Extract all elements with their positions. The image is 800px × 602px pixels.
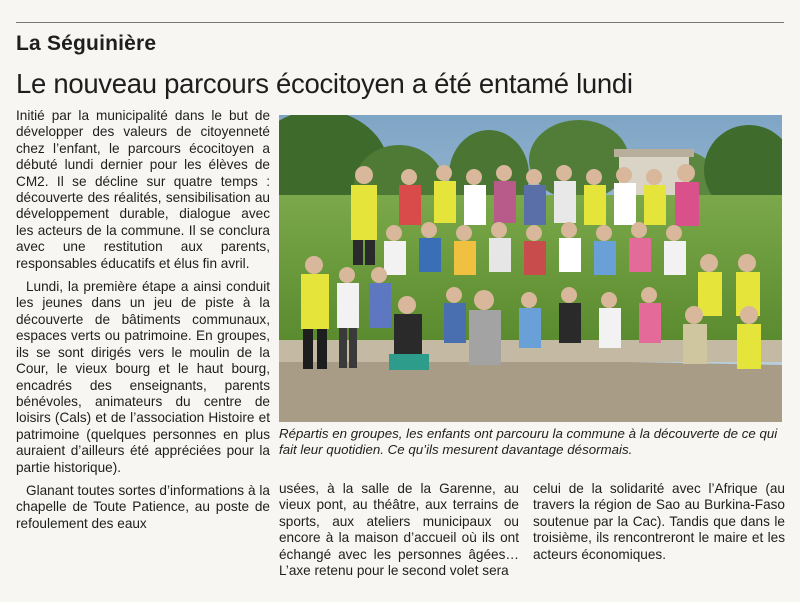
photo-illustration [279, 115, 782, 422]
section-title: La Séguinière [16, 32, 157, 55]
article-column-2 [279, 481, 519, 586]
headline: Le nouveau parcours écocitoyen a été entamé lundi [16, 68, 633, 99]
top-rule [16, 22, 784, 23]
paragraph-5: celui de la solidarité avec l’Afrique (au travers la région de Sao au Burkina-Faso soutenue par la Cac). Tandis que dans le troisième, ils rencontreront le maire et les acteurs économiques. [533, 481, 785, 562]
article-column-1 [16, 108, 270, 539]
article-column-3 [533, 481, 785, 570]
group-photo [279, 115, 782, 422]
paragraph-3: Glanant toutes sortes d’informations à la chapelle de Toute Patience, au poste de refoulement des eaux [16, 482, 270, 531]
paragraph-1: Initié par la municipalité dans le but de développer des valeurs de citoyenneté chez l’enfant, le parcours écocitoyen a débuté lundi dernier pour les élèves de CM2. Il se décline sur quatre temps : découverte des réalités, sensibilisation au développement durable, dialogue avec les acteurs de la commune. Il se conclura avec une restitution aux parents, responsables éducatifs et élus fin avril. [16, 108, 270, 271]
paragraph-4: usées, à la salle de la Garenne, au vieux pont, au théâtre, aux terrains de sports, aux ateliers municipaux ou encore à la maison d’accueil où ils ont échangé avec les personnes âgées… L’axe retenu pour le second volet sera [279, 481, 519, 579]
paragraph-2: Lundi, la première étape a ainsi conduit les jeunes dans un jeu de piste à la découverte de bâtiments communaux, espaces verts ou patrimoine. En groupes, ils se sont dirigés vers le moulin de la Cour, le vieux bourg et le haut bourg, encadrés des enseignants, parents bénévoles, animateurs du centre de loisirs (Cals) et de l’association Histoire et patrimoine (quelques personnes en plus auraient d’ailleurs été appréciées pour la partie historique). [16, 279, 270, 475]
photo-caption: Répartis en groupes, les enfants ont parcouru la commune à la découverte de ce qui fait leur quotidien. Ce qu’ils mesurent davantage désormais. [279, 426, 778, 457]
